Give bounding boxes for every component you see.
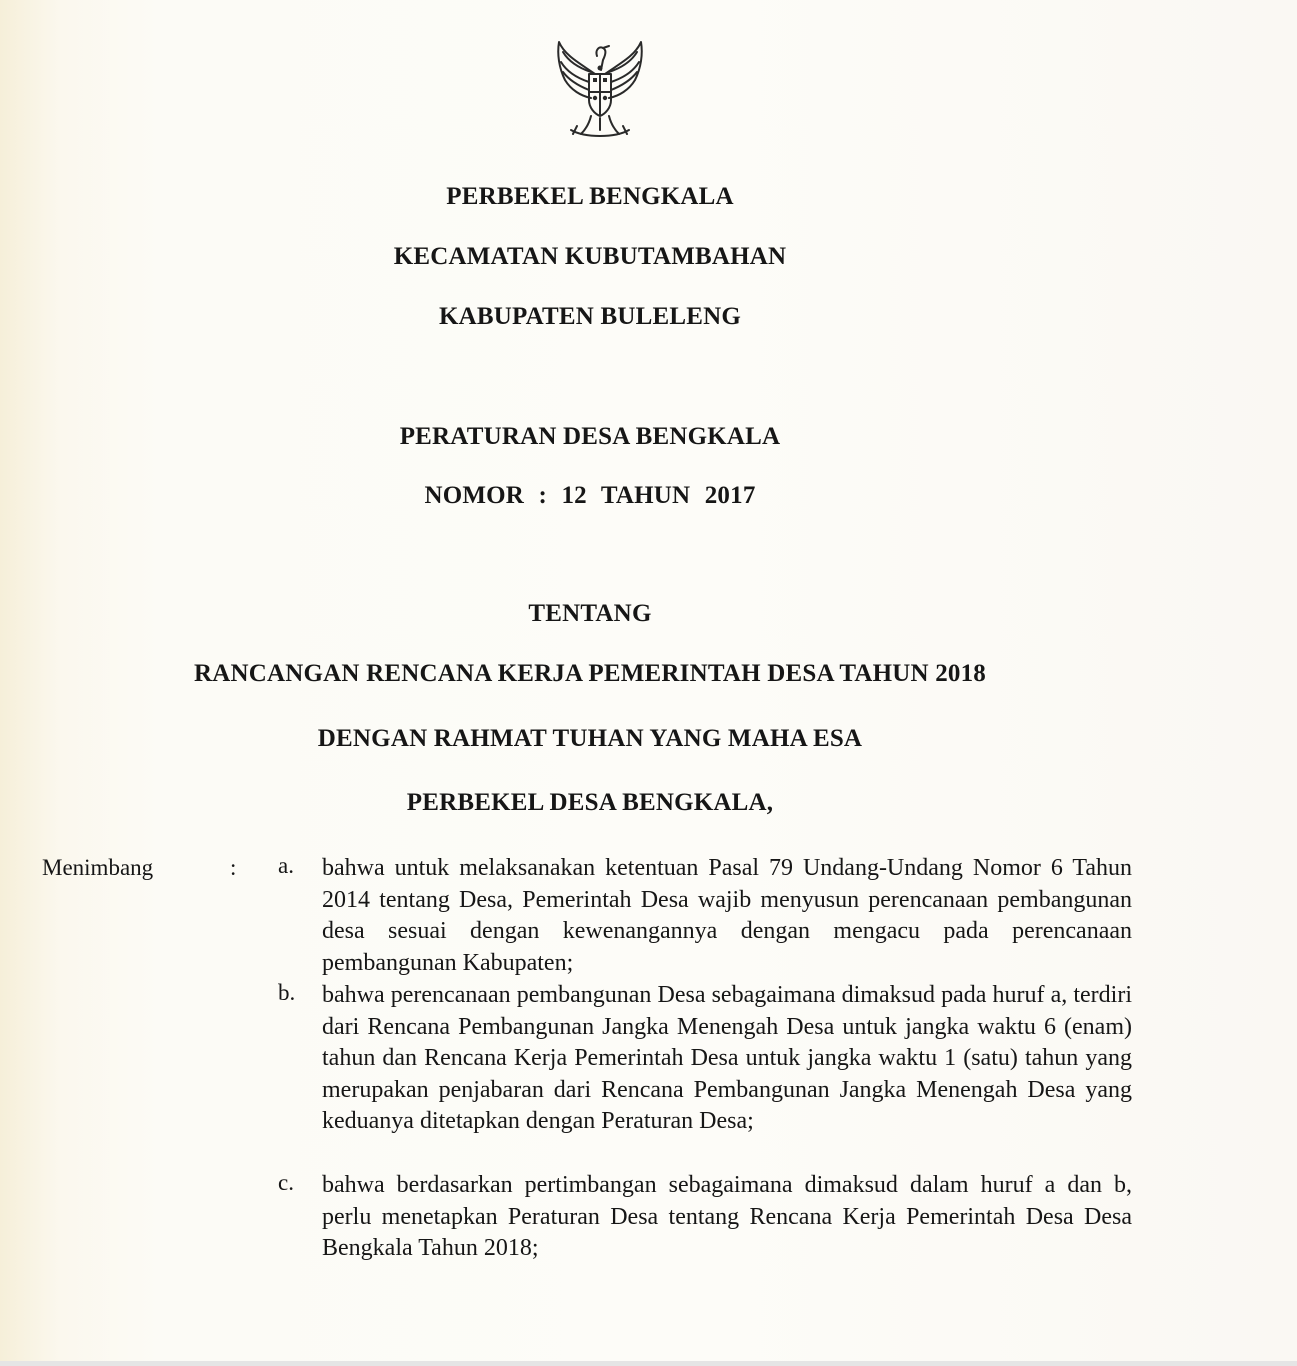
consideration-letter: b.: [278, 980, 296, 1005]
consideration-letter: a.: [278, 853, 294, 878]
regulation-subject: RANCANGAN RENCANA KERJA PEMERINTAH DESA TAHUN 2018: [193, 660, 986, 687]
regulation-title: PERATURAN DESA BENGKALA: [399, 423, 781, 450]
regulation-blessing: DENGAN RAHMAT TUHAN YANG MAHA ESA: [317, 725, 863, 752]
consideration-text: bahwa berdasarkan pertimbangan sebagaimana dimaksud dalam huruf a dan b, perlu menetapkan Peraturan Desa tentang Rencana Kerja Pemerintah Desa Desa Bengkala Tahun 2018;: [322, 1172, 1132, 1261]
regulation-issuer: PERBEKEL DESA BENGKALA,: [406, 789, 774, 816]
page-bottom-edge: [0, 1361, 1297, 1366]
consideration-text: bahwa untuk melaksanakan ketentuan Pasal 79 Undang-Undang Nomor 6 Tahun 2014 tentang Desa, Pemerintah Desa wajib menyusun perencanaan pembangunan desa sesuai dengan kewenangannya dengan mengacu pada perencanaan pembangunan Kabupaten;: [322, 855, 1132, 976]
considerations-colon: :: [230, 855, 237, 880]
considerations-label: Menimbang: [42, 855, 154, 880]
consideration-text: bahwa perencanaan pembangunan Desa sebagaimana dimaksud pada huruf a, terdiri dari Rencana Pembangunan Jangka Menengah Desa untuk jangka waktu 6 (enam) tahun dan Rencana Kerja Pemerintah Desa untuk jangka waktu 1 (satu) tahun yang merupakan penjabaran dari Rencana Pembangunan Jangka Menengah Desa yang keduanya ditetapkan dengan Peraturan Desa;: [322, 982, 1132, 1134]
regulation-number: NOMOR : 12 TAHUN 2017: [424, 482, 756, 509]
header-line-district: KECAMATAN KUBUTAMBAHAN: [393, 243, 787, 270]
consideration-letter: c.: [278, 1170, 294, 1195]
garuda-emblem-icon: [551, 34, 649, 142]
header-line-regency: KABUPATEN BULELENG: [438, 303, 742, 330]
header-line-village-head: PERBEKEL BENGKALA: [446, 183, 734, 210]
regulation-about: TENTANG: [528, 600, 652, 627]
